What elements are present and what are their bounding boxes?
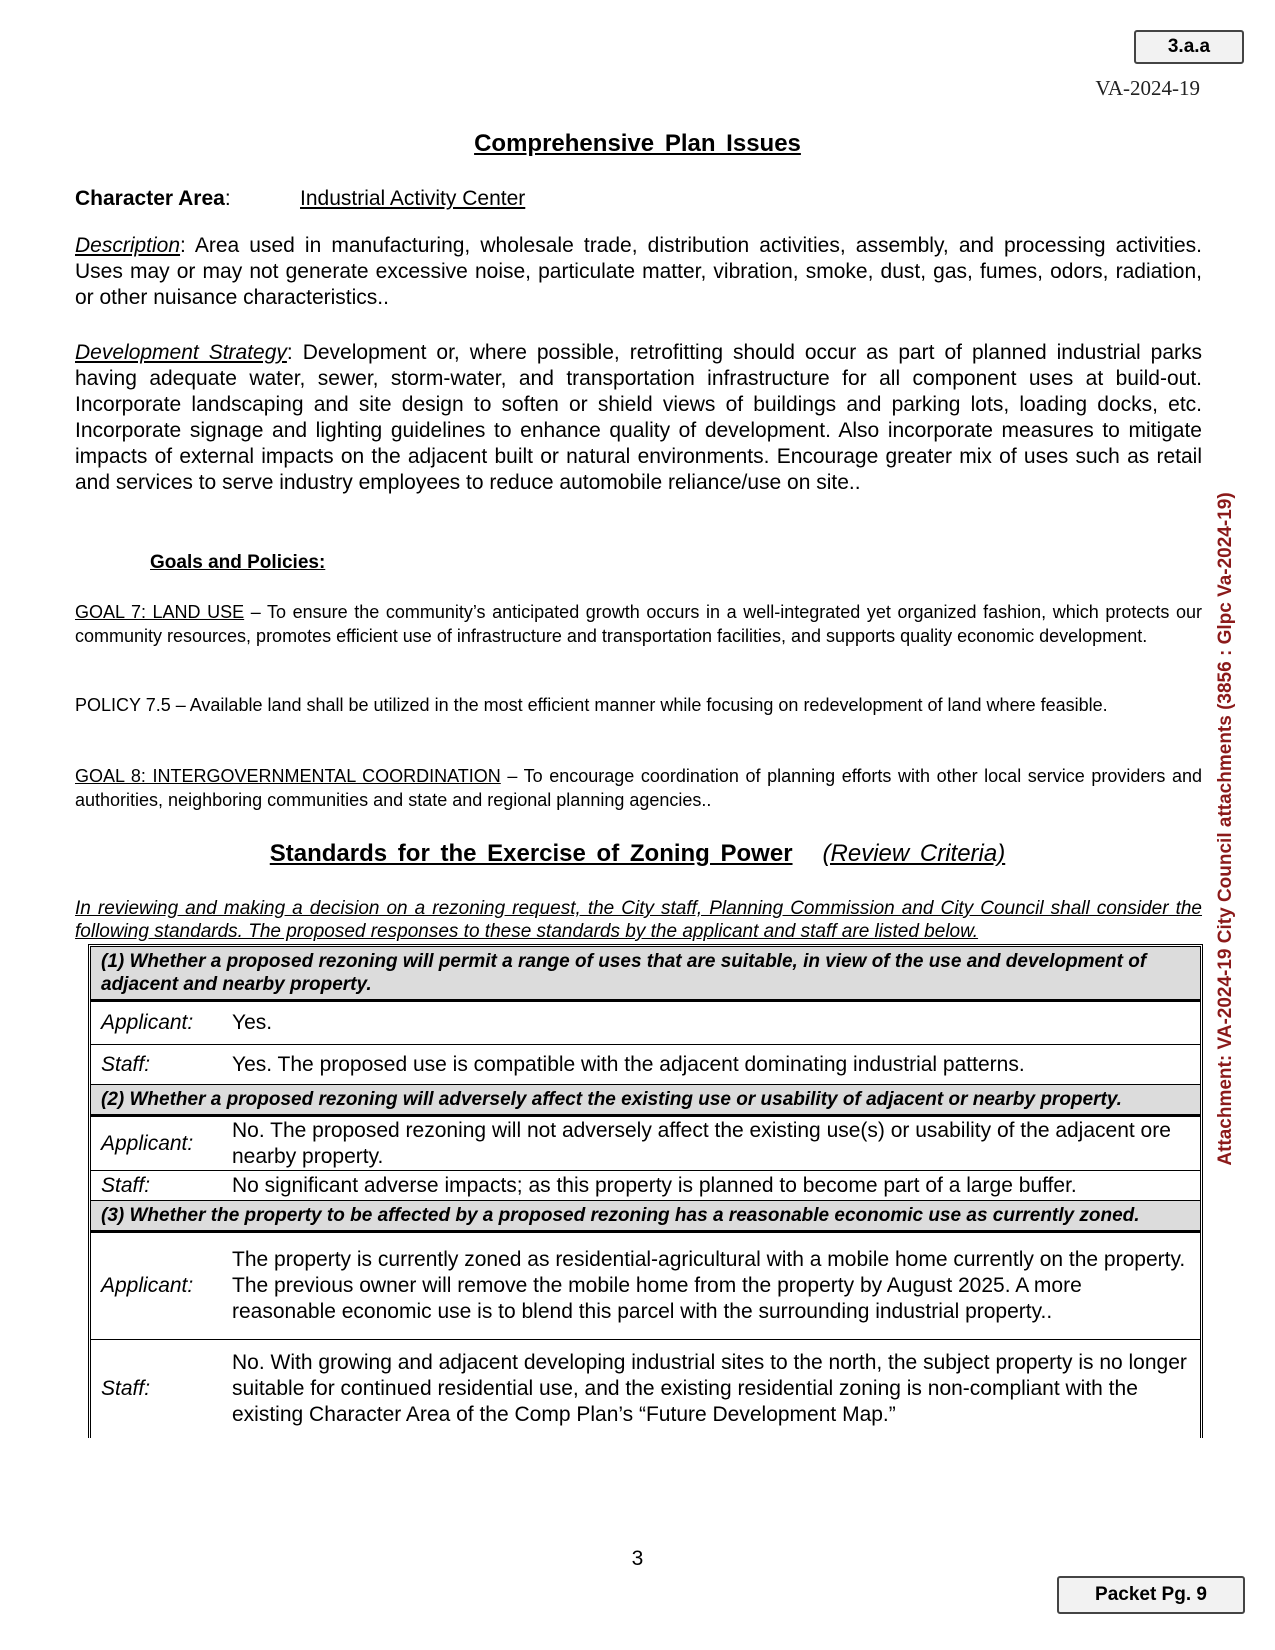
applicant-label: Applicant:	[91, 1002, 222, 1045]
staff-label: Staff:	[91, 1171, 222, 1201]
criterion-3-applicant-row	[91, 1233, 1200, 1340]
development-strategy-paragraph: Development Strategy: Development or, where possible, retrofitting should occur as part of planned industrial parks having adequate water, sewer, storm-water, and transportation infrastructure for all component uses at build-out. Incorporate landscaping and site design to soften or shield views of buildings and parking lots, loading docks, etc. Incorporate signage and lighting guidelines to enhance quality of development. Also incorporate measures to mitigate impacts of external impacts on the adjacent built or natural environments. Encourage greater mix of uses such as retail and services to serve industry employees to reduce automobile reliance/use on site..	[75, 341, 1202, 494]
staff-response: No significant adverse impacts; as this property is planned to become part of a large buffer.	[222, 1171, 1200, 1201]
character-area-label: Character Area:	[75, 187, 231, 210]
criterion-2-question-row	[91, 1085, 1200, 1117]
criterion-1-staff-row	[91, 1045, 1200, 1085]
criterion-1-applicant-row	[91, 1002, 1200, 1045]
criterion-2-applicant-row	[91, 1117, 1200, 1171]
standards-intro: In reviewing and making a decision on a rezoning request, the City staff, Planning Commission and City Council shall consider the following standards. The proposed responses to these standards by the applicant and staff are listed below.	[75, 898, 1202, 942]
agenda-tag: 3.a.a	[1134, 30, 1244, 64]
review-criteria-table	[88, 944, 1203, 1438]
criterion-3-question-row	[91, 1201, 1200, 1233]
criterion-3-staff-row	[91, 1340, 1200, 1438]
criterion-question: (1) Whether a proposed rezoning will permit a range of uses that are suitable, in view of the use and development of adjacent and nearby property.	[91, 947, 1200, 1002]
standards-title: Standards for the Exercise of Zoning Power (Review Criteria)	[269, 840, 1006, 867]
applicant-label: Applicant:	[91, 1233, 222, 1340]
staff-label: Staff:	[101, 1377, 151, 1400]
description-paragraph: Description: Area used in manufacturing, wholesale trade, distribution activities, assembly, and processing activities. Uses may or may not generate excessive noise, particulate matter, vibration, smoke, dust, gas, fumes, odors, radiation, or other nuisance characteristics..	[75, 234, 1202, 309]
applicant-response: The property is currently zoned as residential-agricultural with a mobile home currently on the property. The previous owner will remove the mobile home from the property by August 2025. A more reasonable economic use is to blend this parcel with the surrounding industrial property..	[222, 1233, 1200, 1340]
goals-heading: Goals and Policies:	[150, 552, 326, 573]
attachment-side-label: Attachment: VA-2024-19 City Council attachments (3856 : Glpc Va-2024-19)	[1215, 491, 1236, 1166]
applicant-label: Applicant:	[91, 1117, 222, 1171]
packet-page-box: Packet Pg. 9	[1057, 1576, 1245, 1614]
page-number: 3	[631, 1547, 644, 1570]
goal-7: GOAL 7: LAND USE – To ensure the community’s anticipated growth occurs in a well-integrated yet organized fashion, which protects our community resources, promotes efficient use of infrastructure and transportation facilities, and supports quality economic development.	[75, 602, 1202, 646]
criterion-question: (2) Whether a proposed rezoning will adversely affect the existing use or usability of adjacent or nearby property.	[91, 1085, 1200, 1117]
case-id: VA-2024-19	[1095, 76, 1200, 100]
page-title: Comprehensive Plan Issues	[474, 130, 801, 157]
policy-7-5: POLICY 7.5 – Available land shall be utilized in the most efficient manner while focusing on redevelopment of land where feasible.	[75, 695, 1108, 715]
criterion-2-staff-row	[91, 1171, 1200, 1201]
applicant-response: Yes.	[222, 1002, 1200, 1045]
applicant-response: No. The proposed rezoning will not adversely affect the existing use(s) or usability of the adjacent ore nearby property.	[222, 1117, 1200, 1171]
goal-8: GOAL 8: INTERGOVERNMENTAL COORDINATION – To encourage coordination of planning efforts with other local service providers and authorities, neighboring communities and state and regional planning agencies..	[75, 766, 1202, 810]
character-area-value: Industrial Activity Center	[300, 187, 526, 210]
staff-response: No. With growing and adjacent developing industrial sites to the north, the subject property is no longer suitable for continued residential use, and the existing residential zoning is non-compliant with the existing Character Area of the Comp Plan’s “Future Development Map.”	[232, 1351, 1187, 1426]
staff-response: Yes. The proposed use is compatible with the adjacent dominating industrial patterns.	[222, 1045, 1200, 1085]
criterion-1-question-row	[91, 947, 1200, 1002]
development-strategy-label: Development Strategy	[75, 341, 287, 364]
staff-label: Staff:	[91, 1045, 222, 1085]
description-label: Description	[75, 234, 181, 257]
criterion-question: (3) Whether the property to be affected by a proposed rezoning has a reasonable economic use as currently zoned.	[91, 1201, 1200, 1233]
